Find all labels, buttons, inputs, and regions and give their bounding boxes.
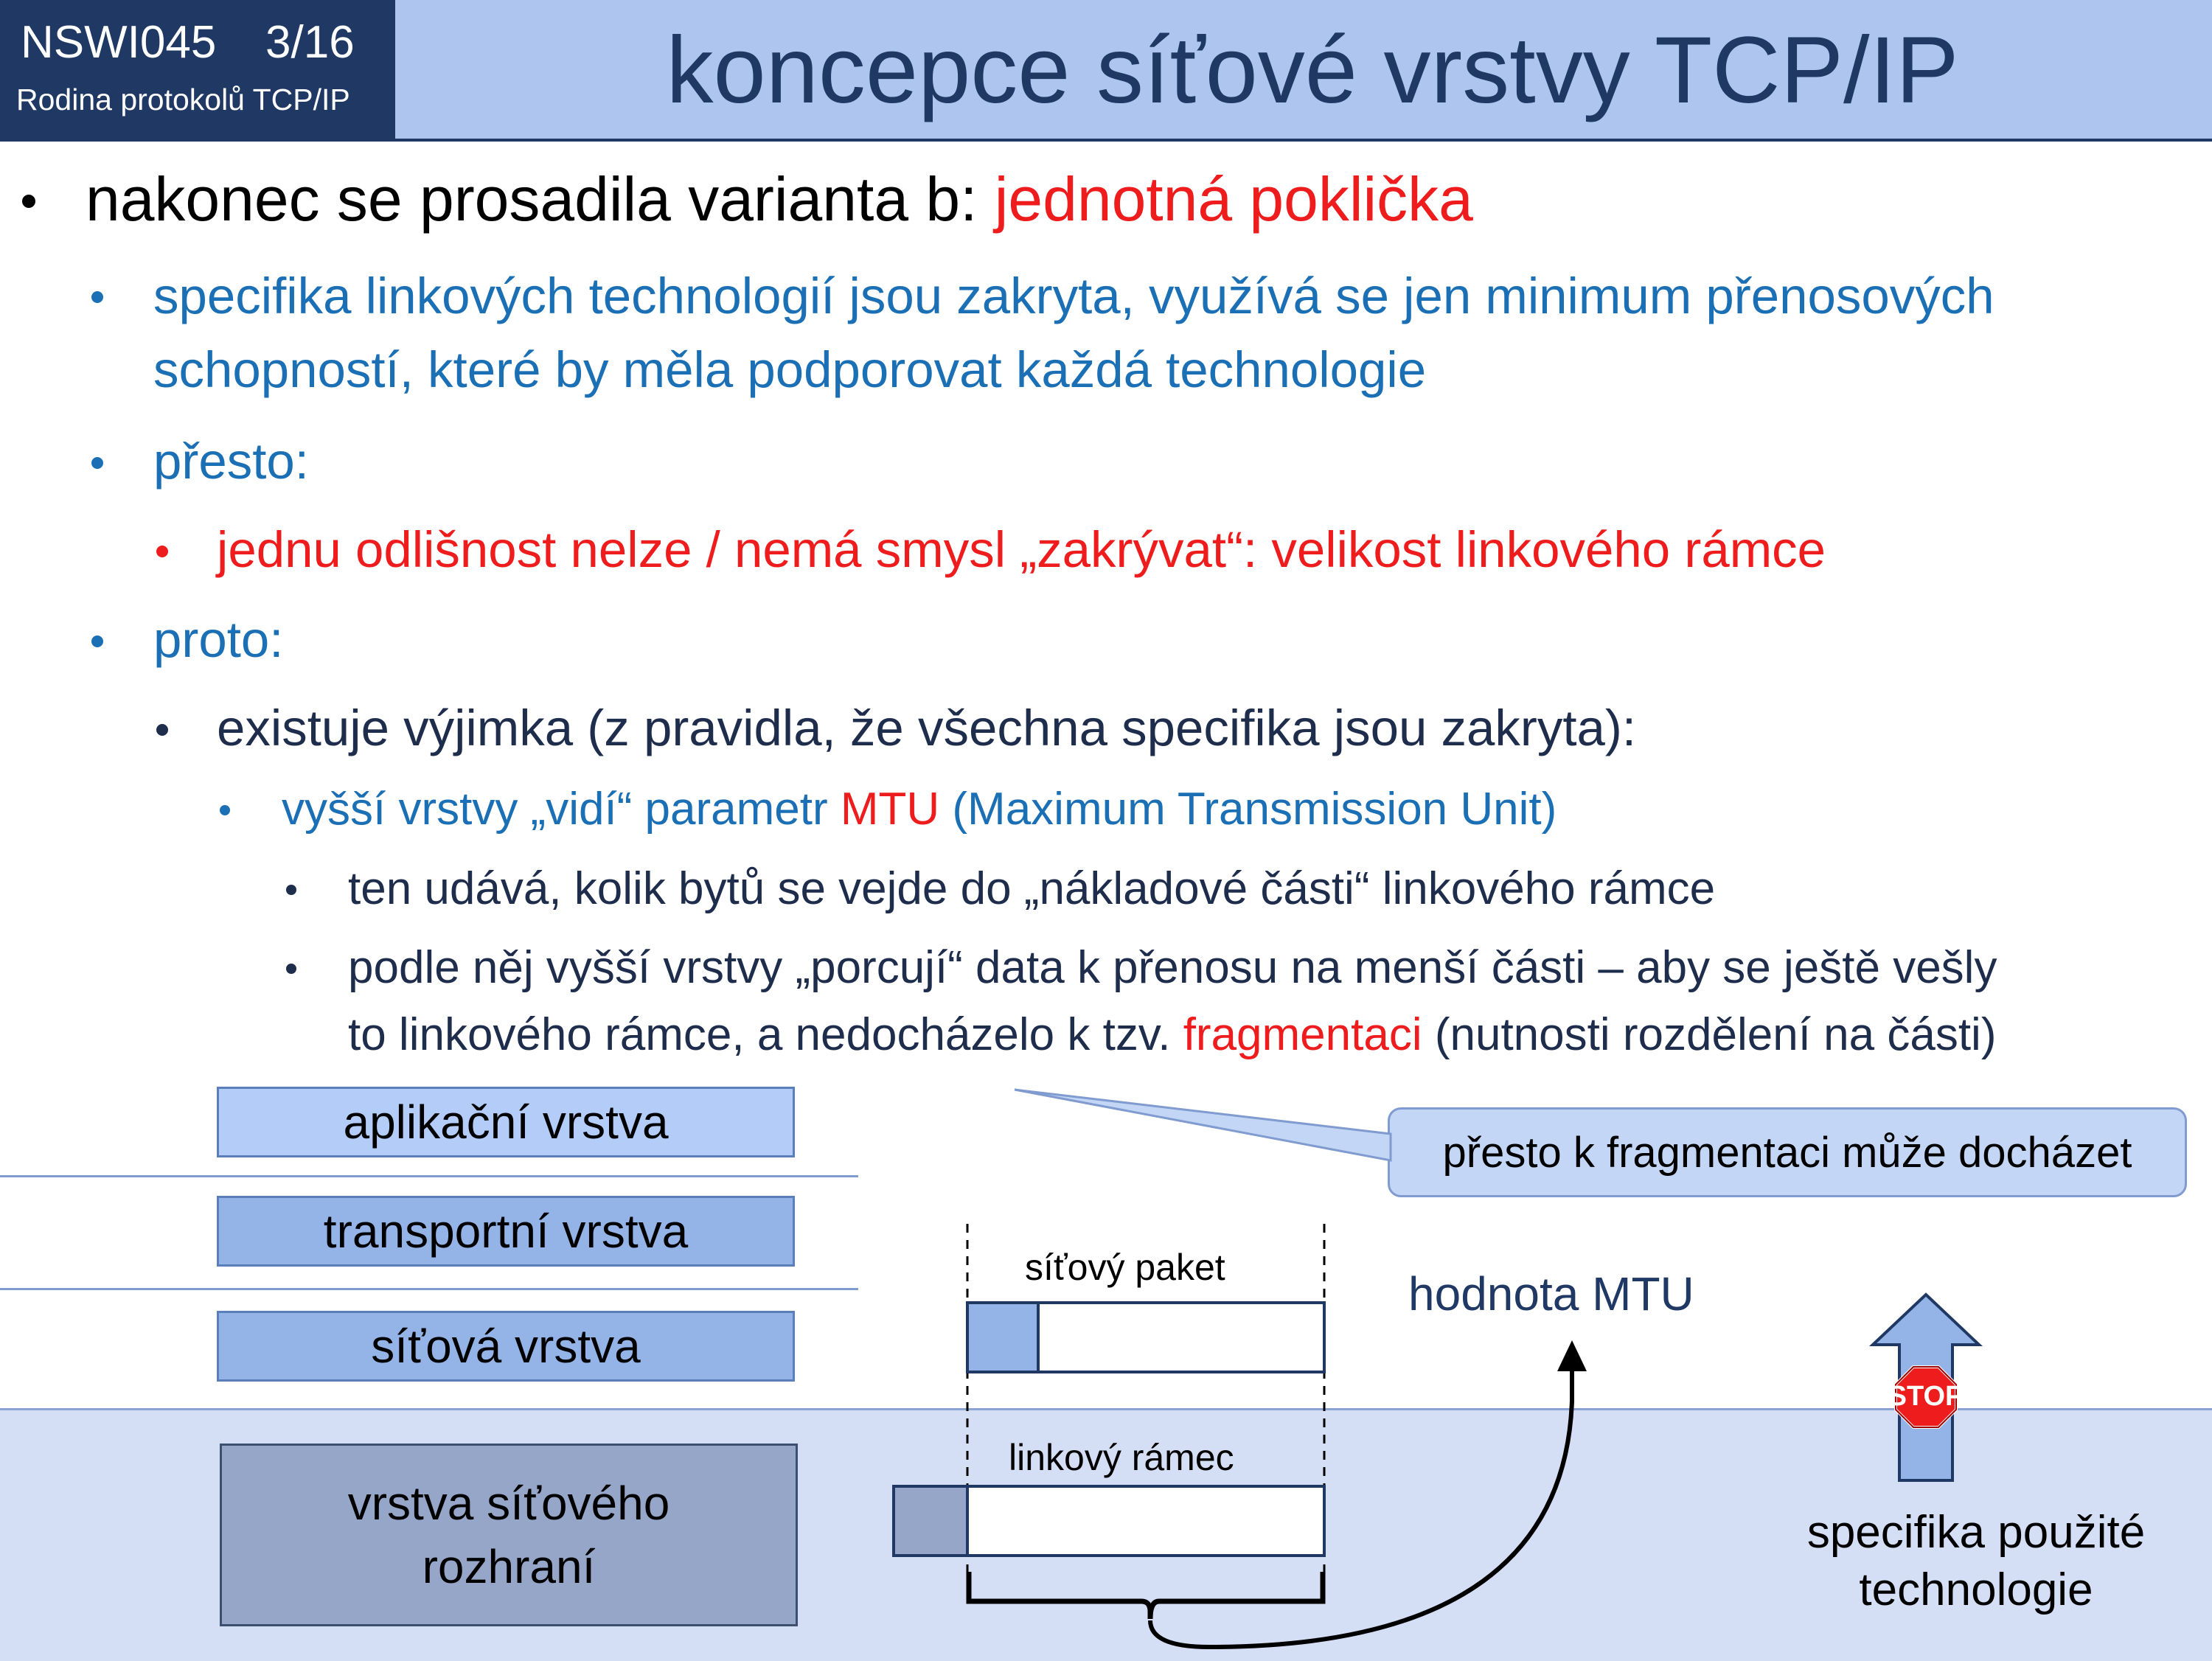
course-subtitle: Rodina protokolů TCP/IP [16,83,350,116]
bullet-exception: existuje výjimka (z pravidla, že všechna specifika jsou zakryta): [217,700,1637,756]
slide-title: koncepce síťové vrstvy TCP/IP [666,18,1959,123]
bullet-frame-size: jednu odlišnost nelze / nemá smysl „zakrývat“: velikost linkového rámce [217,521,1826,578]
technology-specifics-label: specifika použité technologie [1806,1507,2146,1615]
bullet-level2-line2: schopností, které by měla podporovat každá technologie [153,341,1427,398]
payload-brace [969,1572,1323,1619]
mtu-highlight: MTU [840,784,940,835]
mtu-value-label: hodnota MTU [1408,1267,1694,1320]
bullet-proto: proto: [153,611,284,668]
network-interface-layer-box: vrstva síťového rozhraní [220,1444,798,1626]
page-number: 3/16 [265,17,355,68]
fragmentation-callout: přesto k fragmentaci může docházet [1388,1107,2187,1197]
bullet-porcing-line1: podle něj vyšší vrstvy „porcují“ data k přenosu na menší části – aby se ještě vešly [348,942,1997,993]
network-packet-label: síťový paket [1025,1247,1225,1288]
network-layer-box: síťová vrstva [217,1311,795,1382]
bullet-text: nakonec se prosadila varianta b: [86,164,995,234]
stop-sign-text: STOP [1888,1381,1964,1412]
link-frame-label: linkový rámec [1009,1437,1234,1478]
bullet-presto: přesto: [153,433,309,490]
network-packet-header [967,1303,1038,1372]
mtu-arrow-head [1557,1340,1587,1371]
bullet-text: (Maximum Transmission Unit) [939,784,1557,835]
bullet-text: to linkového rámce, a nedocházelo k tzv. [348,1009,1183,1060]
callout-pointer [1015,1090,1391,1160]
bullet-text: vyšší vrstvy „vidí“ parametr [282,784,841,835]
course-code: NSWI045 [21,17,217,68]
bullet-highlight: jednotná poklička [994,164,1473,234]
bullet-text: (nutnosti rozdělení na části) [1422,1009,1997,1060]
application-layer-box: aplikační vrstva [217,1087,795,1157]
transport-layer-box: transportní vrstva [217,1196,795,1267]
link-frame-payload [967,1486,1324,1556]
fragmentation-highlight: fragmentaci [1183,1009,1422,1060]
bullet-mtu-meaning: ten udává, kolik bytů se vejde do „nákladové části“ linkového rámce [348,863,1716,914]
bullet-level2-line1: specifika linkových technologií jsou zakryta, využívá se jen minimum přenosových [153,268,1994,324]
link-frame-header [894,1486,967,1556]
